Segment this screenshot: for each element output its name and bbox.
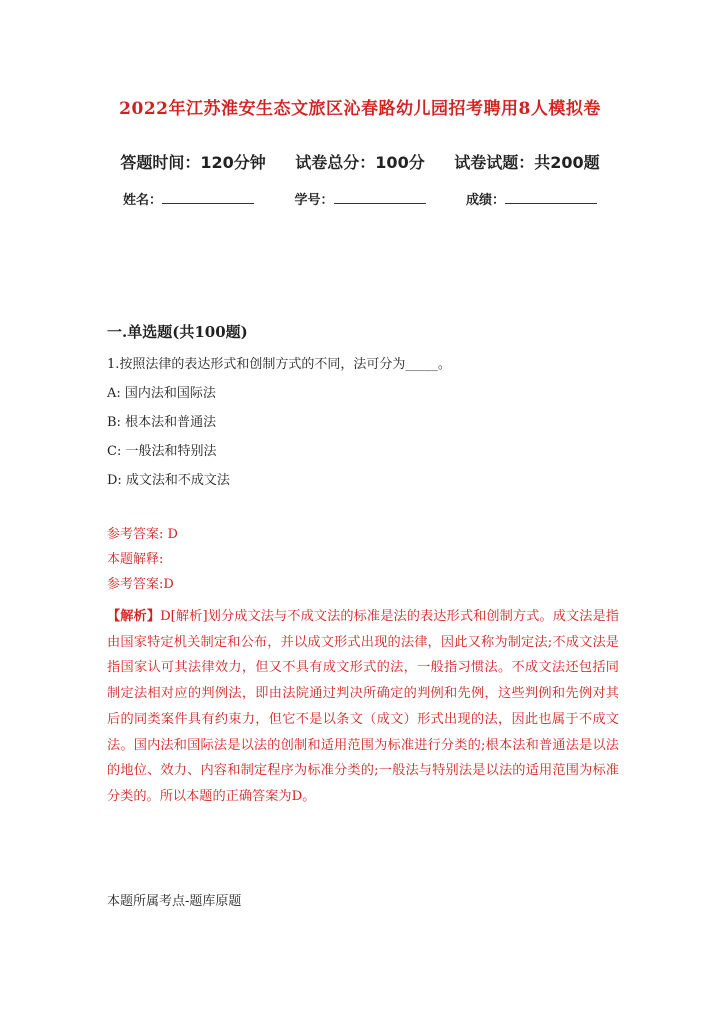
analysis-tag: 【解析】 xyxy=(107,609,161,624)
page-title: 2022年江苏淮安生态文旅区沁春路幼儿园招考聘用8人模拟卷 xyxy=(119,99,601,119)
section-title: 一.单选题(共100题) xyxy=(107,323,248,341)
question-source: 本题所属考点-题库原题 xyxy=(107,894,242,909)
student-info xyxy=(0,189,720,208)
analysis-text: D[解析]划分成文法与不成文法的标准是法的表达形式和创制方式。成文法是指由国家特定机关制定和公布，并以成文形式出现的法律，因此又称为制定法;不成文法是指国家认可其法律效力，但又不具有成文形式的法，一般指习惯法。不成文法还包括同制定法相对应的判例法，即由法院通过判决所确定的判例和先例，这些判例和先例对其后的同类案件具有约束力，但它不是以条文（成文）形式出现的法，因此也属于不成文法。国内法和国际法是以法的创制和适用范围为标准进行分类的;根本法和普通法是以法的地位、效力、内容和制定程序为标准分类的;一般法与特别法是以法的适用范围为标准分类的。所以本题的正确答案为D。 xyxy=(107,609,619,804)
exam-total-score: 试卷总分：100分 xyxy=(295,153,425,172)
student-id-blank[interactable] xyxy=(334,191,426,204)
option-b[interactable]: B: 根本法和普通法 xyxy=(107,415,217,430)
exam-info xyxy=(0,150,720,173)
question-stem: 1.按照法律的表达形式和创制方式的不同，法可分为_____。 xyxy=(107,357,451,372)
answer-block xyxy=(107,524,627,599)
score-label: 成绩： xyxy=(466,193,506,208)
reference-answer: 参考答案: D xyxy=(107,527,178,542)
question-block xyxy=(107,354,627,499)
student-id-label: 学号： xyxy=(294,193,334,208)
exam-time: 答题时间：120分钟 xyxy=(120,153,266,172)
analysis-paragraph xyxy=(107,604,619,810)
student-id-field[interactable] xyxy=(294,189,425,208)
option-a[interactable]: A: 国内法和国际法 xyxy=(107,386,216,401)
option-d[interactable]: D: 成文法和不成文法 xyxy=(107,473,230,488)
option-c[interactable]: C: 一般法和特别法 xyxy=(107,444,217,459)
name-field[interactable] xyxy=(123,189,254,208)
exam-total-questions: 试卷试题：共200题 xyxy=(454,153,600,172)
reference-answer-repeat: 参考答案:D xyxy=(107,577,174,592)
explanation-label: 本题解释: xyxy=(107,552,164,567)
score-field[interactable] xyxy=(466,189,597,208)
name-blank[interactable] xyxy=(162,191,254,204)
score-blank[interactable] xyxy=(505,191,597,204)
name-label: 姓名： xyxy=(122,193,162,208)
